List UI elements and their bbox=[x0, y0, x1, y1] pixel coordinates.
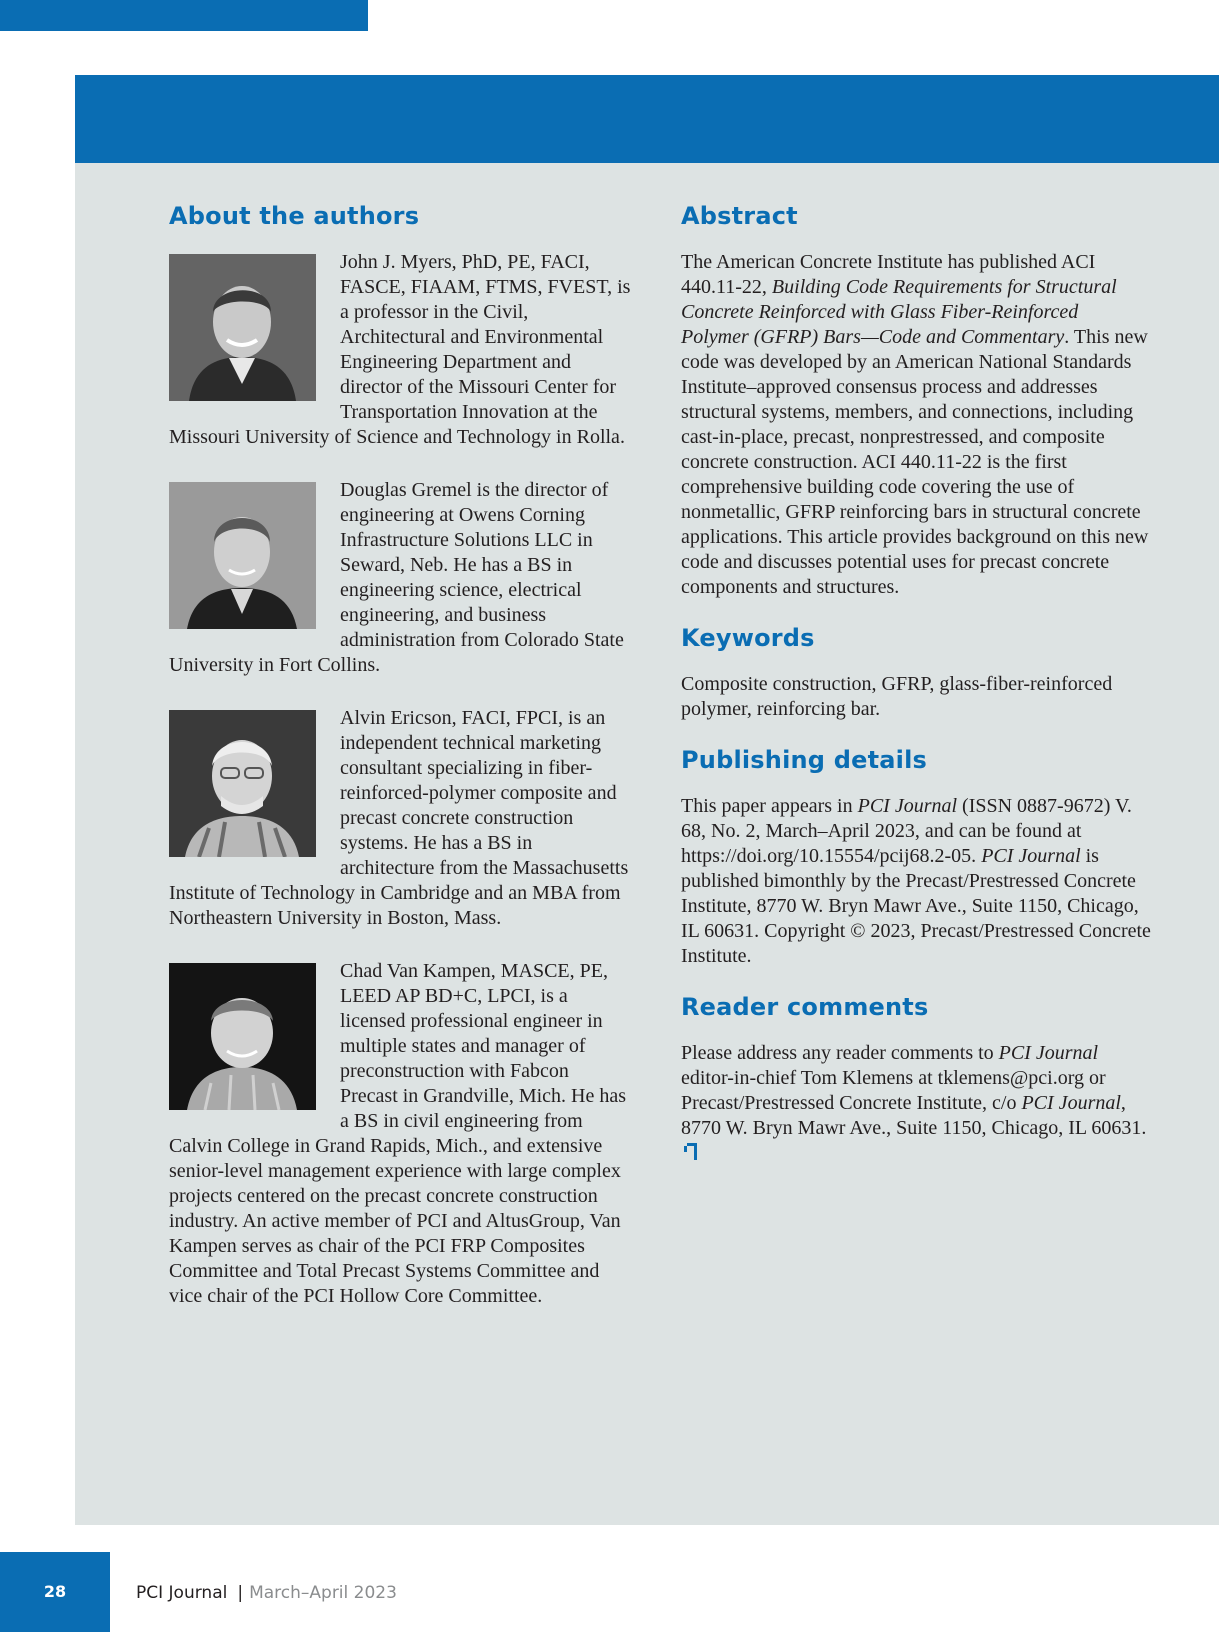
keywords-section bbox=[681, 620, 1151, 722]
comments-heading: Reader comments bbox=[681, 993, 929, 1021]
comments-section bbox=[681, 989, 1151, 1166]
author-portrait-icon bbox=[169, 482, 316, 629]
authors-column bbox=[169, 198, 631, 1309]
author-bio: Alvin Ericson, FACI, FPCI, is an independent technical marketing consultant specializing in fiber-reinforced-polymer composite and precast concrete construction systems. He has a BS in architecture from the Massachusetts Institute of Technology in Cambridge and an MBA from Northeastern University in Boston, Mass. bbox=[169, 707, 629, 929]
journal-name: PCI Journal bbox=[981, 845, 1081, 867]
panel-header-band bbox=[75, 75, 1219, 163]
page-number: 28 bbox=[43, 1582, 67, 1601]
author-bio: John J. Myers, PhD, PE, FACI, FASCE, FIAAM, FTMS, FVEST, is a professor in the Civil, Architectural and Environmental Engineering Department and director of the Missouri Center for Transportation Innovation at the Missouri University of Science and Technology in Rolla. bbox=[169, 251, 631, 448]
top-color-tab bbox=[0, 0, 368, 31]
abstract-text: The American Concrete Institute has published ACI 440.11-22, Building Code Requirements for Structural Concrete Reinforced with Glass Fiber-Reinforced Polymer (GFRP) Bars—Code and Commentary. This new code was developed by an American National Standards Institute–approved consensus process and addresses structural systems, members, and connections, including cast-in-place, precast, nonprestressed, and composite concrete construction. ACI 440.11-22 is the first comprehensive building code covering the use of nonmetallic, GFRP reinforcing bars in structural concrete applications. This article provides background on this new code and discusses potential uses for precast concrete components and structures. bbox=[681, 251, 1149, 598]
author-entry bbox=[169, 478, 631, 678]
publishing-heading: Publishing details bbox=[681, 746, 927, 774]
end-of-article-icon bbox=[687, 1143, 697, 1160]
publishing-section bbox=[681, 742, 1151, 969]
keywords-text: Composite construction, GFRP, glass-fiber-reinforced polymer, reinforcing bar. bbox=[681, 673, 1113, 720]
abstract-heading: Abstract bbox=[681, 202, 798, 230]
footer-journal: PCI Journal bbox=[136, 1583, 228, 1603]
author-entry bbox=[169, 250, 631, 450]
running-footer bbox=[136, 1583, 397, 1603]
journal-name: PCI Journal bbox=[1021, 1092, 1121, 1114]
author-portrait-icon bbox=[169, 963, 316, 1110]
journal-name: PCI Journal bbox=[857, 795, 958, 817]
keywords-heading: Keywords bbox=[681, 624, 815, 652]
author-bio: Chad Van Kampen, MASCE, PE, LEED AP BD+C, LPCI, is a licensed professional engineer in multiple states and manager of preconstruction with Fabcon Precast in Grandville, Mich. He has a BS in civil engineering from Calvin College in Grand Rapids, Mich., and extensive senior-level management experience with large complex projects centered on the precast concrete construction industry. An active member of PCI and AltusGroup, Van Kampen serves as chair of the PCI FRP Composites Committee and Total Precast Systems Committee and vice chair of the PCI Hollow Core Committee. bbox=[169, 960, 627, 1307]
author-portrait-icon bbox=[169, 254, 316, 401]
footer-separator: | bbox=[237, 1583, 244, 1603]
details-column bbox=[681, 198, 1151, 1166]
journal-name: PCI Journal bbox=[998, 1042, 1099, 1064]
code-title: Building Code Requirements for Structural Concrete Reinforced with Glass Fiber-Reinforced Polymer (GFRP) Bars—Code and Commentary bbox=[681, 276, 1117, 348]
author-entry bbox=[169, 706, 631, 931]
comments-text: Please address any reader comments to PCI Journal editor-in-chief Tom Klemens at tklemens@pci.org or Precast/Prestressed Concrete Institute, c/o PCI Journal, 8770 W. Bryn Mawr Ave., Suite 1150, Chicago, IL 60631. bbox=[681, 1041, 1151, 1166]
footer-issue: March–April 2023 bbox=[249, 1583, 397, 1603]
authors-heading: About the authors bbox=[169, 202, 420, 230]
publishing-text: This paper appears in PCI Journal (ISSN 0887-9672) V. 68, No. 2, March–April 2023, and can be found at https://doi.org/10.15554/pcij68.2-05. PCI Journal is published bimonthly by the Precast/Prestressed Concrete Institute, 8770 W. Bryn Mawr Ave., Suite 1150, Chicago, IL 60631. Copyright © 2023, Precast/Prestressed Concrete Institute. bbox=[681, 795, 1151, 967]
author-bio: Douglas Gremel is the director of engineering at Owens Corning Infrastructure Solutions LLC in Seward, Neb. He has a BS in engineering science, electrical engineering, and business administration from Colorado State University in Fort Collins. bbox=[169, 479, 624, 676]
author-portrait-icon bbox=[169, 710, 316, 857]
author-entry bbox=[169, 959, 631, 1309]
